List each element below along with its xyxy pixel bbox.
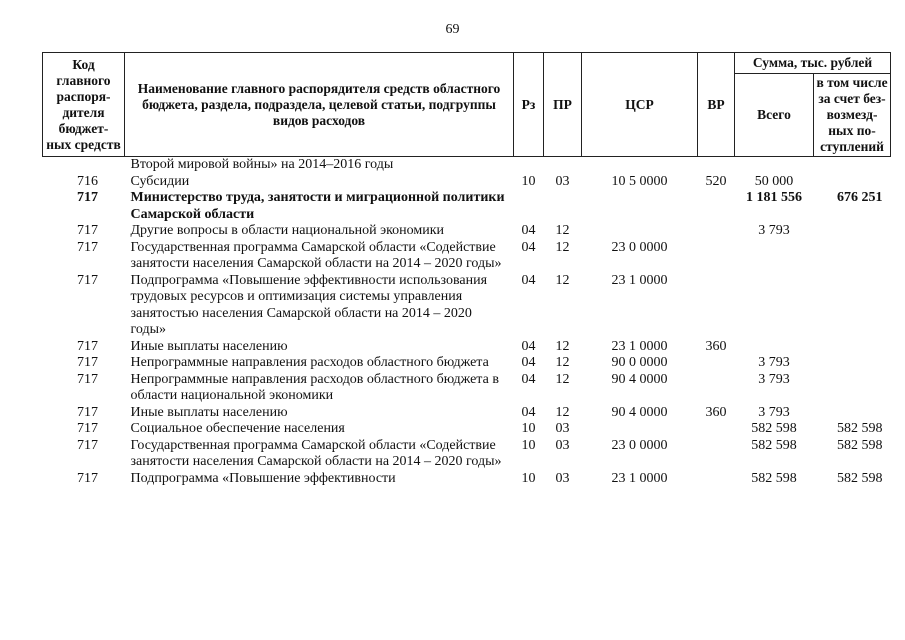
cell-total	[735, 240, 814, 273]
cell-total: 582 598	[751, 421, 797, 436]
cell-rz: 10	[521, 173, 536, 189]
cell-bv: 676 251	[837, 190, 883, 205]
table-row	[43, 421, 891, 438]
page-number: 69	[445, 22, 460, 37]
cell-name: Социальное обеспечение населения	[130, 421, 345, 436]
cell-rz: 10	[521, 421, 536, 436]
cell-total: 3 793	[758, 355, 790, 370]
cell-total: 50 000	[754, 173, 794, 189]
cell-bv	[814, 355, 891, 372]
cell-name: Субсидии	[130, 173, 190, 189]
cell-total	[735, 273, 814, 339]
table-row	[43, 339, 891, 356]
cell-bv	[814, 372, 891, 405]
table-header	[43, 53, 891, 157]
header-sum: Сумма, тыс. рублей	[735, 53, 891, 74]
table-row	[43, 405, 891, 422]
header-pr: ПР	[544, 53, 582, 157]
cell-name: Непрограммные направления расходов областного бюджета	[130, 355, 489, 370]
cell-vr	[698, 421, 735, 438]
cell-bv	[814, 339, 891, 356]
cell-pr: 12	[555, 355, 570, 370]
cell-pr: 12	[555, 272, 570, 288]
cell-pr: 12	[555, 223, 570, 238]
cell-pr: 12	[555, 338, 570, 354]
table-row	[43, 372, 891, 405]
cell-vr: 360	[705, 338, 727, 354]
cell-bv: 582 598	[837, 470, 883, 486]
cell-name: Иные выплаты населению	[130, 404, 288, 420]
cell-total: 3 793	[758, 371, 790, 387]
cell-code	[43, 157, 125, 174]
header-csr: ЦСР	[582, 53, 698, 157]
table-body	[43, 157, 891, 488]
cell-bv	[814, 174, 891, 191]
table-row	[43, 223, 891, 240]
cell-code: 717	[77, 272, 98, 288]
cell-pr	[544, 190, 582, 223]
cell-rz: 04	[521, 223, 536, 238]
cell-vr: 520	[705, 173, 727, 189]
cell-vr	[698, 273, 735, 339]
table-row	[43, 355, 891, 372]
cell-code: 717	[77, 404, 98, 420]
cell-name: Непрограммные направления расходов областного бюджета в области национальной экономики	[130, 371, 499, 403]
cell-csr: 23 1 0000	[611, 470, 668, 486]
cell-vr	[698, 372, 735, 405]
header-bv: в том числе за счет без- возмезд- ных по- ступлений	[814, 74, 891, 157]
cell-total: 582 598	[751, 437, 797, 453]
table-row	[43, 273, 891, 339]
header-code: Код главного распоря- дителя бюджет- ных средств	[43, 53, 125, 157]
cell-name: Государственная программа Самарской области «Содействие занятости населения Самарской области на 2014 – 2020 годы»	[130, 437, 502, 469]
cell-bv	[814, 240, 891, 273]
cell-code: 717	[77, 239, 98, 255]
cell-rz: 04	[521, 272, 536, 288]
cell-name: Подпрограмма «Повышение эффективности использования трудовых ресурсов и оптимизация системы управления занятостью населения Самарской области на 2014 – 2020 годы»	[130, 272, 488, 337]
cell-pr	[544, 157, 582, 174]
header-total: Всего	[735, 74, 814, 157]
cell-rz	[514, 190, 544, 223]
budget-table	[42, 52, 891, 487]
cell-pr: 03	[555, 470, 570, 486]
cell-rz: 04	[521, 355, 536, 370]
cell-name: Государственная программа Самарской области «Содействие занятости населения Самарской области на 2014 – 2020 годы»	[130, 239, 502, 271]
cell-rz: 10	[521, 470, 536, 486]
cell-vr	[698, 355, 735, 372]
cell-bv: 582 598	[837, 421, 883, 436]
cell-code: 717	[77, 338, 98, 354]
cell-code: 717	[77, 190, 98, 205]
cell-total: 582 598	[751, 470, 797, 486]
cell-bv	[814, 273, 891, 339]
cell-code: 717	[77, 421, 98, 436]
cell-csr	[582, 421, 698, 438]
cell-name: Второй мировой войны» на 2014–2016 годы	[130, 157, 394, 172]
cell-code: 717	[77, 223, 98, 238]
cell-vr	[698, 223, 735, 240]
cell-rz: 04	[521, 371, 536, 387]
table-row	[43, 174, 891, 191]
cell-total	[735, 157, 814, 174]
cell-bv: 582 598	[837, 437, 883, 453]
cell-pr: 12	[555, 239, 570, 255]
cell-csr	[582, 157, 698, 174]
cell-name: Министерство труда, занятости и миграционной политики Самарской области	[130, 190, 505, 222]
cell-total: 3 793	[758, 223, 790, 238]
header-name: Наименование главного распорядителя средств областного бюджета, раздела, подраздела, целевой статьи, подгруппы видов расходов	[125, 53, 514, 157]
cell-csr	[582, 190, 698, 223]
header-vr: ВР	[698, 53, 735, 157]
cell-csr: 90 4 0000	[611, 404, 668, 420]
table-row	[43, 240, 891, 273]
cell-rz: 04	[521, 338, 536, 354]
cell-vr	[698, 190, 735, 223]
cell-pr: 12	[555, 371, 570, 387]
table-row	[43, 190, 891, 223]
cell-csr	[582, 223, 698, 240]
cell-csr: 90 4 0000	[611, 371, 668, 387]
cell-pr: 03	[555, 173, 570, 189]
cell-vr	[698, 157, 735, 174]
cell-code: 717	[77, 470, 98, 486]
cell-name: Подпрограмма «Повышение эффективности	[130, 470, 396, 486]
cell-csr: 23 1 0000	[611, 338, 668, 354]
cell-rz: 04	[521, 239, 536, 255]
cell-csr: 23 1 0000	[611, 272, 668, 288]
cell-pr: 03	[555, 421, 570, 436]
cell-csr: 23 0 0000	[611, 437, 668, 453]
cell-csr: 10 5 0000	[611, 173, 668, 189]
cell-csr: 90 0 0000	[611, 355, 668, 370]
table-row	[43, 471, 891, 488]
cell-bv	[814, 223, 891, 240]
cell-vr	[698, 240, 735, 273]
table-row	[43, 157, 891, 174]
cell-bv	[814, 157, 891, 174]
cell-rz	[514, 157, 544, 174]
header-rz: Рз	[514, 53, 544, 157]
cell-rz: 04	[521, 404, 536, 420]
cell-name: Другие вопросы в области национальной экономики	[130, 223, 445, 238]
cell-code: 717	[77, 371, 98, 387]
table-row	[43, 438, 891, 471]
cell-rz: 10	[521, 437, 536, 453]
cell-vr	[698, 471, 735, 488]
cell-total: 1 181 556	[746, 190, 802, 205]
cell-code: 716	[77, 173, 98, 189]
cell-bv	[814, 405, 891, 422]
cell-total: 3 793	[758, 404, 790, 420]
cell-name: Иные выплаты населению	[130, 338, 288, 354]
cell-vr	[698, 438, 735, 471]
cell-pr: 03	[555, 437, 570, 453]
cell-code: 717	[77, 437, 98, 453]
cell-total	[735, 339, 814, 356]
cell-pr: 12	[555, 404, 570, 420]
cell-csr: 23 0 0000	[611, 239, 668, 255]
cell-code: 717	[77, 355, 98, 370]
cell-vr: 360	[705, 404, 727, 420]
